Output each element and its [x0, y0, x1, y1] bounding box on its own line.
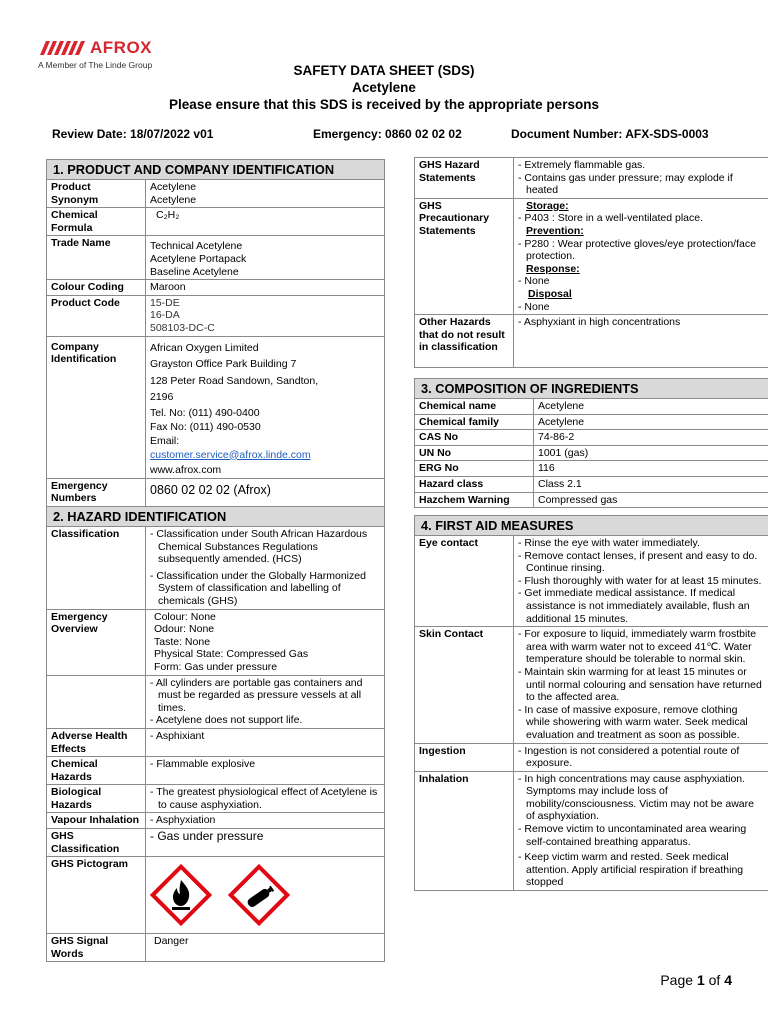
- table-row: [415, 743, 768, 771]
- table-row: [47, 180, 384, 208]
- value: - Extremely flammable gas.: [518, 159, 764, 172]
- value: Email:: [150, 434, 180, 447]
- label: UN No: [415, 445, 534, 461]
- value: Acetylene: [538, 400, 585, 412]
- section-1-title: 1. PRODUCT AND COMPANY IDENTIFICATION: [47, 160, 384, 180]
- value: - Classification under South African Hazardous Chemical Substances Regulations subsequently amended. (HCS): [150, 528, 380, 566]
- label: Product: [51, 181, 91, 193]
- emergency-number: Emergency: 0860 02 02 02: [313, 127, 462, 141]
- page-indicator: [660, 972, 732, 988]
- value: Grayston Office Park Building 7: [150, 358, 297, 371]
- table-row: [415, 414, 768, 430]
- value: - For exposure to liquid, immediately warm frostbite area with warm water not to exceed 41℃. Water temperature should be tolerable to normal skin.: [518, 628, 764, 666]
- label: Other Hazards that do not result in classification: [415, 315, 514, 368]
- value: Colour: None: [154, 610, 216, 623]
- table-row: [415, 476, 768, 492]
- label: Inhalation: [415, 771, 514, 890]
- value: - All cylinders are portable gas containers and must be regarded as pressure vessels at all times.: [150, 677, 380, 715]
- table-row: [415, 627, 768, 743]
- label: Skin Contact: [415, 627, 514, 743]
- label: Ingestion: [415, 743, 514, 771]
- value: 508103-DC-C: [150, 321, 215, 334]
- value: - Acetylene does not support life.: [150, 714, 380, 727]
- page-of: of: [704, 972, 725, 988]
- brand-name: AFROX: [90, 38, 152, 57]
- table-row: [47, 934, 384, 962]
- value: Acetylene Portapack: [150, 252, 247, 265]
- value: - None: [518, 275, 764, 288]
- table-row: [415, 315, 768, 368]
- doc-title: SAFETY DATA SHEET (SDS): [293, 63, 475, 78]
- value: 116: [538, 462, 555, 475]
- table-row: [47, 757, 384, 785]
- table-row: [415, 492, 768, 507]
- value: Technical Acetylene: [150, 240, 243, 253]
- table-row: [47, 813, 384, 829]
- label: GHS Hazard Statements: [415, 158, 514, 198]
- table-row: [415, 198, 768, 314]
- value: - In high concentrations may cause asphyxiation. Symptoms may include loss of mobility/consciousness. Victim may not be aware of asphyxiation.: [518, 773, 764, 823]
- table-row: [415, 536, 768, 627]
- table-row: [47, 527, 384, 609]
- section-3-title: 3. COMPOSITION OF INGREDIENTS: [415, 379, 768, 399]
- doc-subtitle: Acetylene: [352, 80, 416, 95]
- email-link[interactable]: customer.service@afrox.linde.com: [150, 448, 311, 461]
- label: Eye contact: [415, 536, 514, 627]
- value: Fax No: (011) 490-0530: [150, 420, 261, 433]
- label: GHS Signal Words: [47, 934, 146, 962]
- value: 2196: [150, 391, 174, 404]
- table-row: [47, 478, 384, 506]
- value: 15-DE: [150, 296, 180, 309]
- label: Hazchem Warning: [415, 492, 534, 507]
- table-row: [47, 829, 384, 857]
- subheading: Response:: [526, 262, 580, 275]
- value: 16-DA: [150, 309, 180, 322]
- label: Emergency Overview: [47, 609, 146, 675]
- table-row: [47, 295, 384, 336]
- value: Compressed gas: [538, 493, 618, 506]
- section-composition: [414, 378, 768, 508]
- value: Physical State: Compressed Gas: [154, 648, 309, 661]
- value: - Rinse the eye with water immediately.: [518, 537, 764, 550]
- label: Vapour Inhalation: [47, 813, 146, 829]
- label: Chemical family: [415, 414, 534, 430]
- table-row: [47, 336, 384, 478]
- value: - Flush thoroughly with water for at least 15 minutes.: [518, 575, 764, 588]
- label: Biological Hazards: [47, 785, 146, 813]
- label: Hazard class: [415, 476, 534, 492]
- table-row: [415, 158, 768, 198]
- value: - Classification under the Globally Harmonized System of classification and labelling of chemicals (GHS): [150, 570, 380, 608]
- label: Classification: [47, 527, 146, 609]
- value: - In case of massive exposure, remove clothing while showering with warm water. Seek medical evaluation and treatment as soon as possible.: [518, 704, 764, 742]
- page-total: 4: [724, 972, 732, 988]
- table-row: [415, 771, 768, 890]
- table-row: [415, 399, 768, 414]
- gas-cylinder-pictogram-icon: [228, 864, 290, 926]
- label: Trade Name: [47, 236, 146, 280]
- value: - Maintain skin warming for at least 15 minutes or until normal colouring and sensation have returned to the affected area.: [518, 666, 764, 704]
- value: - P403 : Store in a well-ventilated place.: [518, 212, 764, 225]
- label: Emergency Numbers: [47, 478, 146, 506]
- label: Adverse Health Effects: [47, 728, 146, 756]
- page-number: 1: [696, 972, 705, 988]
- section-2-title: 2. HAZARD IDENTIFICATION: [47, 507, 384, 527]
- value: Form: Gas under pressure: [154, 660, 278, 673]
- value: - Gas under pressure: [150, 830, 380, 843]
- table-row: [415, 445, 768, 461]
- label: CAS No: [415, 430, 534, 446]
- label: Product Code: [47, 295, 146, 336]
- value: Tel. No: (011) 490-0400: [150, 406, 260, 419]
- value: Taste: None: [154, 635, 211, 648]
- section-hazard-identification: [46, 506, 385, 962]
- label: Company Identification: [47, 336, 146, 478]
- value: - Contains gas under pressure; may explode if heated: [518, 172, 764, 197]
- table-row: [47, 280, 384, 296]
- brand-tagline: A Member of The Linde Group: [38, 60, 153, 70]
- label: GHS Pictogram: [47, 857, 146, 934]
- website-link[interactable]: www.afrox.com: [150, 463, 222, 476]
- afrox-stripes-icon: [38, 41, 86, 55]
- value: Class 2.1: [538, 477, 582, 490]
- label: GHS Classification: [47, 829, 146, 857]
- subheading: Prevention:: [526, 224, 584, 237]
- flame-pictogram-icon: [150, 864, 212, 926]
- value: Acetylene: [538, 415, 585, 428]
- value: Acetylene: [150, 181, 197, 193]
- value: Odour: None: [154, 623, 215, 636]
- page-word: Page: [660, 972, 697, 988]
- table-row: [47, 609, 384, 675]
- value: 128 Peter Road Sandown, Sandton,: [150, 374, 319, 387]
- value: - Flammable explosive: [150, 758, 380, 771]
- section-first-aid: [414, 515, 768, 891]
- value: Maroon: [150, 281, 186, 294]
- table-row: [47, 208, 384, 236]
- table-row: [47, 728, 384, 756]
- label: Synonym: [51, 193, 99, 206]
- value: - Asphyxiation: [150, 814, 380, 827]
- label: Chemical Hazards: [47, 757, 146, 785]
- value: - Asphixiant: [150, 730, 380, 743]
- label: Chemical name: [415, 399, 534, 414]
- value: - Remove contact lenses, if present and easy to do. Continue rinsing.: [518, 550, 764, 575]
- value: - Keep victim warm and rested. Seek medical attention. Apply artificial respiration if breathing stopped: [518, 851, 764, 889]
- value: - Ingestion is not considered a potential route of exposure.: [518, 745, 764, 770]
- value: 74-86-2: [538, 431, 575, 444]
- table-row: [47, 785, 384, 813]
- table-row: [415, 430, 768, 446]
- label: ERG No: [415, 461, 534, 477]
- value: Baseline Acetylene: [150, 265, 239, 278]
- section-4-title: 4. FIRST AID MEASURES: [415, 516, 768, 536]
- ghs-statements-table: [414, 157, 768, 368]
- value: Acetylene: [150, 193, 197, 206]
- table-row: [47, 675, 384, 728]
- value: - Asphyxiant in high concentrations: [518, 316, 764, 329]
- value: - Get immediate medical assistance. If medical assistance is not immediately available, flush an additional 15 minutes.: [518, 587, 764, 625]
- value: 0860 02 02 02 (Afrox): [150, 482, 271, 497]
- document-number: Document Number: AFX-SDS-0003: [511, 127, 709, 141]
- review-date: Review Date: 18/07/2022 v01: [52, 127, 214, 141]
- value: 1001 (gas): [538, 446, 589, 459]
- value: - None: [518, 301, 764, 314]
- table-row: [47, 236, 384, 280]
- subheading: Disposal: [528, 287, 572, 300]
- document-titles: [0, 62, 768, 113]
- value: C₂H₂: [156, 209, 180, 222]
- value: African Oxygen Limited: [150, 341, 259, 354]
- label: Colour Coding: [47, 280, 146, 296]
- value: - Remove victim to uncontaminated area wearing self-contained breathing apparatus.: [518, 823, 764, 848]
- value: Danger: [154, 935, 189, 948]
- doc-notice: Please ensure that this SDS is received by the appropriate persons: [169, 97, 599, 112]
- value: - P280 : Wear protective gloves/eye protection/face protection.: [518, 238, 764, 263]
- table-row: [47, 857, 384, 934]
- label: Chemical Formula: [47, 208, 146, 236]
- subheading: Storage:: [526, 199, 569, 212]
- section-product-identification: [46, 159, 385, 507]
- value: - The greatest physiological effect of Acetylene is to cause asphyxiation.: [150, 786, 380, 811]
- label: GHS Precautionary Statements: [415, 198, 514, 314]
- table-row: [415, 461, 768, 477]
